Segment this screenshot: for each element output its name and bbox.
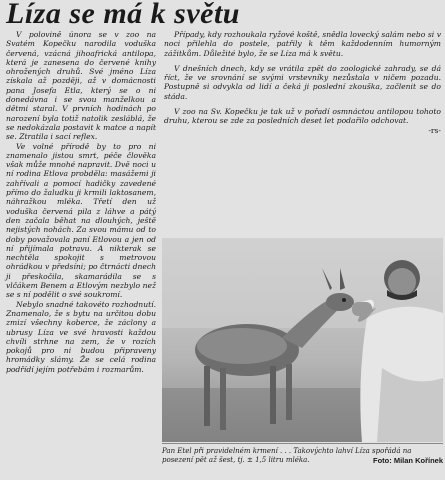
caption-text: Pan Etel při pravidelném krmení . . . Takovýchto lahví Líza spořádá na posezení pět až šest, tj. ± 1,5 litru mléka.	[162, 447, 412, 464]
paragraph: Ve volné přírodě by to pro ni znamenalo jistou smrt, péče člověka však může mnohé napravit. Dvě noci u ní rodina Etlova probděla: masážemi ji zahřívali a pomocí hadičky zavedené přímo do žaludku ji krmili laktosanem, náhražkou mléka. Třetí den už voduška červená pila z láhve a pátý den začala běhat na dlouhých, ještě nejistých nohách. Za svou mámu od to doby považovala paní Etlovou a jen od ní přijímala potravu. A nikterak se nechtěla spokojit s metrovou ohrádkou v předsíni; po čtrnácti dnech ji přeskočila, skamarádila se s vlčákem Benem a Etlovým nezbylo než se s ní podělit o své soukromí.	[6, 141, 156, 300]
article-title: Líza se má k světu	[6, 0, 240, 30]
paragraph: V zoo na Sv. Kopečku je tak už v pořadí osmnáctou antilopou tohoto druhu, kterou se zde za posledních deset let podařilo odchovat.	[164, 107, 441, 126]
photo-illustration	[162, 238, 443, 442]
paragraph: V polovině února se v zoo na Svatém Kopečku narodila voduška červená, vzácná jihoafrická antilopa, která je zanesena do červené knihy ohrožených druhů. Své jméno Líza získala až později, až v domácnosti pana Josefa Etla, který se o ni donedávna i se svou manželkou a dětmi staral. V prvních hodinách po narození byla totiž natolik zesláblá, že se nedokázala postavit k matce a napít se. Ztratila i sací reflex.	[6, 30, 156, 142]
article-photo	[162, 238, 443, 442]
photo-caption	[162, 443, 443, 478]
photo-credit: Foto: Milan Kořínek	[373, 456, 443, 465]
author-signature: -rs-	[428, 125, 441, 135]
paragraph: V dnešních dnech, kdy se vrátila zpět do zoologické zahrady, se dá říct, že ve srovnání se svými vrstevníky nezůstala v ničem pozadu. Postupně si odvykla od lidí a čeká ji poslední zkouška, začlenit se do stáda.	[164, 63, 441, 101]
right-column	[164, 30, 441, 236]
paragraph: Případy, kdy rozhoukala ryžové koště, snědla lovecký salám nebo si v noci přilehla do postele, patřily k těm každodenním humorným zážitkům. Důležité bylo, že se Líza má k světu.	[164, 30, 441, 58]
left-column	[6, 30, 156, 478]
paragraph: Nebylo snadné takovéto rozhodnutí. Znamenalo, že s bytu na určitou dobu zmizí všechny koberce, že záclony a ubrusy Líza ve své hravosti každou chvíli strhne na zem, že v rozích pokojů pro ni budou připraveny hromádky slámy. Že se celá rodina podřídí jejím potřebám i rozmarům.	[6, 299, 156, 374]
